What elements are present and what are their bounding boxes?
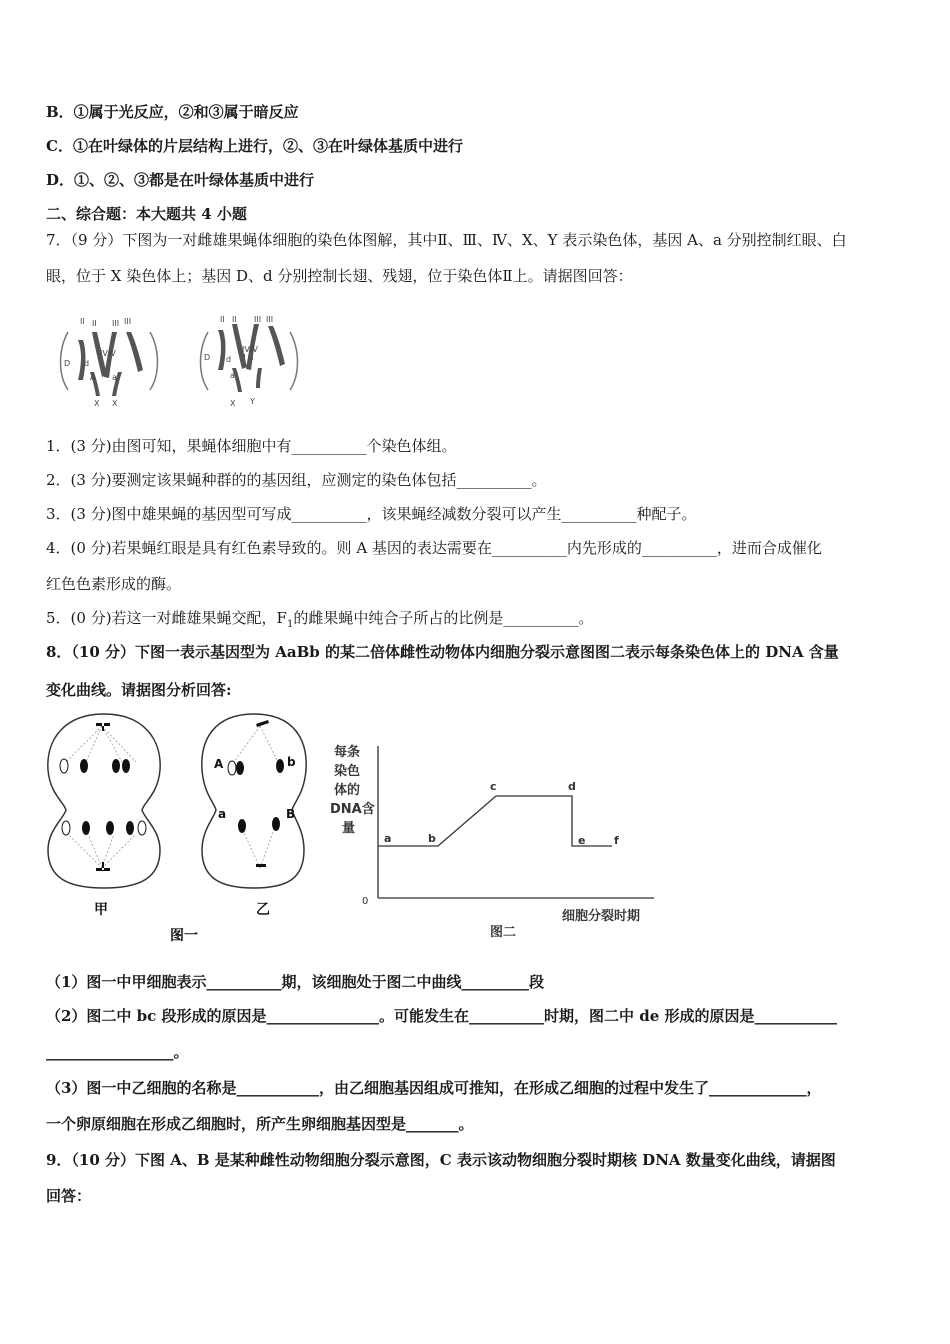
curve-point-label: e bbox=[578, 834, 586, 847]
q7-sub5: 5．(0 分)若这一对雌雄果蝇交配，$F_1$的雌果蝇中纯合子所占的比例是__________。 bbox=[46, 609, 594, 630]
karyo-label: II bbox=[80, 317, 85, 326]
q8-sub2-line2: _________________。 bbox=[46, 1043, 189, 1061]
figure-two-caption: 图二 bbox=[490, 925, 517, 940]
karyo-label: III bbox=[124, 317, 132, 326]
figure-one-caption: 图一 bbox=[170, 928, 198, 944]
q8-sub2-line1: （2）图二中 bc 段形成的原因是_______________。可能发生在__________时期，图二中 de 形成的原因是___________ bbox=[46, 1007, 837, 1025]
karyo-label: D bbox=[64, 359, 71, 368]
karyo-label: IV bbox=[108, 349, 116, 358]
karyo-label: d bbox=[84, 359, 90, 368]
q9-intro-line2: 回答： bbox=[46, 1187, 92, 1205]
gene-label: A bbox=[214, 757, 224, 771]
option-c: C．①在叶绿体的片层结构上进行，②、③在叶绿体基质中进行 bbox=[46, 137, 463, 155]
curve-point-label: f bbox=[614, 834, 619, 847]
karyo-label: III bbox=[112, 319, 120, 328]
cell-yi-outline bbox=[202, 714, 306, 888]
curve-point-label: c bbox=[490, 780, 497, 793]
karyo-label: III bbox=[266, 315, 274, 324]
y-axis-label: 体的 bbox=[334, 783, 361, 798]
q7-sub3: 3．(3 分)图中雄果蝇的基因型可写成__________，该果蝇经减数分裂可以产生__________种配子。 bbox=[46, 505, 697, 523]
karyo-label: IV bbox=[242, 345, 250, 354]
option-d: D．①、②、③都是在叶绿体基质中进行 bbox=[46, 171, 315, 189]
q7-sub4-line1: 4．(0 分)若果蝇红眼是具有红色素导致的。则 A 基因的表达需要在__________内先形成的__________，进而合成催化 bbox=[46, 539, 822, 557]
karyo-label: II bbox=[232, 315, 237, 324]
q8-intro-line1: 8．（10 分）下图一表示基因型为 AaBb 的某二倍体雌性动物体内细胞分裂示意图图二表示每条染色体上的 DNA 含量 bbox=[46, 643, 839, 661]
y-axis-label: DNA含 bbox=[330, 802, 375, 817]
section-heading: 二、综合题：本大题共 4 小题 bbox=[46, 205, 247, 223]
gene-label: B bbox=[286, 807, 296, 821]
karyotype-figure bbox=[50, 310, 310, 410]
q9-intro-line1: 9．（10 分）下图 A、B 是某种雌性动物细胞分裂示意图，C 表示该动物细胞分裂时期核 DNA 数量变化曲线，请据图 bbox=[46, 1151, 836, 1169]
gene-label: a bbox=[218, 807, 227, 821]
q7-intro-line2: 眼，位于 X 染色体上；基因 D、d 分别控制长翅、残翅，位于染色体Ⅱ上。请据图回答： bbox=[46, 267, 633, 285]
gene-label: b bbox=[287, 755, 296, 769]
karyo-label: IV bbox=[250, 345, 258, 354]
karyo-label: a bbox=[112, 373, 117, 382]
dna-curve bbox=[378, 796, 612, 846]
karyo-label: II bbox=[220, 315, 225, 324]
karyo-label: IV bbox=[100, 349, 108, 358]
karyo-label: D bbox=[204, 353, 211, 362]
karyo-label: II bbox=[92, 319, 97, 328]
karyo-label: d bbox=[226, 355, 232, 364]
q7-sub2: 2．(3 分)要测定该果蝇种群的的基因组，应测定的染色体包括__________。 bbox=[46, 471, 547, 489]
curve-point-label: b bbox=[428, 832, 436, 845]
dna-curve-figure bbox=[330, 740, 660, 950]
karyo-label: X bbox=[230, 399, 236, 408]
karyo-label: A bbox=[90, 373, 96, 382]
curve-point-label: a bbox=[384, 832, 392, 845]
y-axis-label: 每条 bbox=[334, 745, 361, 760]
cell-jia-label: 甲 bbox=[94, 902, 108, 918]
y-axis-label: 染色 bbox=[334, 764, 361, 779]
curve-point-label: d bbox=[568, 780, 576, 793]
cell-yi-label: 乙 bbox=[256, 902, 270, 918]
q8-sub3-line1: （3）图一中乙细胞的名称是___________，由乙细胞基因组成可推知，在形成乙细胞的过程中发生了_____________， bbox=[46, 1079, 822, 1097]
option-b: B．①属于光反应，②和③属于暗反应 bbox=[46, 103, 299, 121]
cell-division-figure bbox=[44, 710, 344, 950]
karyo-label: X bbox=[94, 399, 100, 408]
karyo-label: a bbox=[230, 371, 235, 380]
cell-jia-outline bbox=[48, 714, 160, 888]
q7-sub4-line2: 红色色素形成的酶。 bbox=[46, 575, 182, 593]
origin-label: 0 bbox=[362, 896, 369, 907]
q7-sub1: 1．(3 分)由图可知，果蝇体细胞中有__________个染色体组。 bbox=[46, 437, 457, 455]
x-axis-label: 细胞分裂时期 bbox=[562, 909, 641, 924]
y-axis-label: 量 bbox=[342, 821, 356, 836]
karyo-label: X bbox=[112, 399, 118, 408]
q8-sub3-line2: 一个卵原细胞在形成乙细胞时，所产生卵细胞基因型是_______。 bbox=[46, 1115, 474, 1133]
karyo-label: III bbox=[254, 315, 262, 324]
q7-intro-line1: 7．（9 分）下图为一对雌雄果蝇体细胞的染色体图解，其中Ⅱ、Ⅲ、Ⅳ、X、Y 表示染色体，基因 A、a 分别控制红眼、白 bbox=[46, 231, 847, 249]
q8-intro-line2: 变化曲线。请据图分析回答: bbox=[46, 681, 232, 699]
karyo-label: Y bbox=[250, 397, 255, 406]
q8-sub1: （1）图一中甲细胞表示__________期，该细胞处于图二中曲线_________段 bbox=[46, 973, 544, 991]
